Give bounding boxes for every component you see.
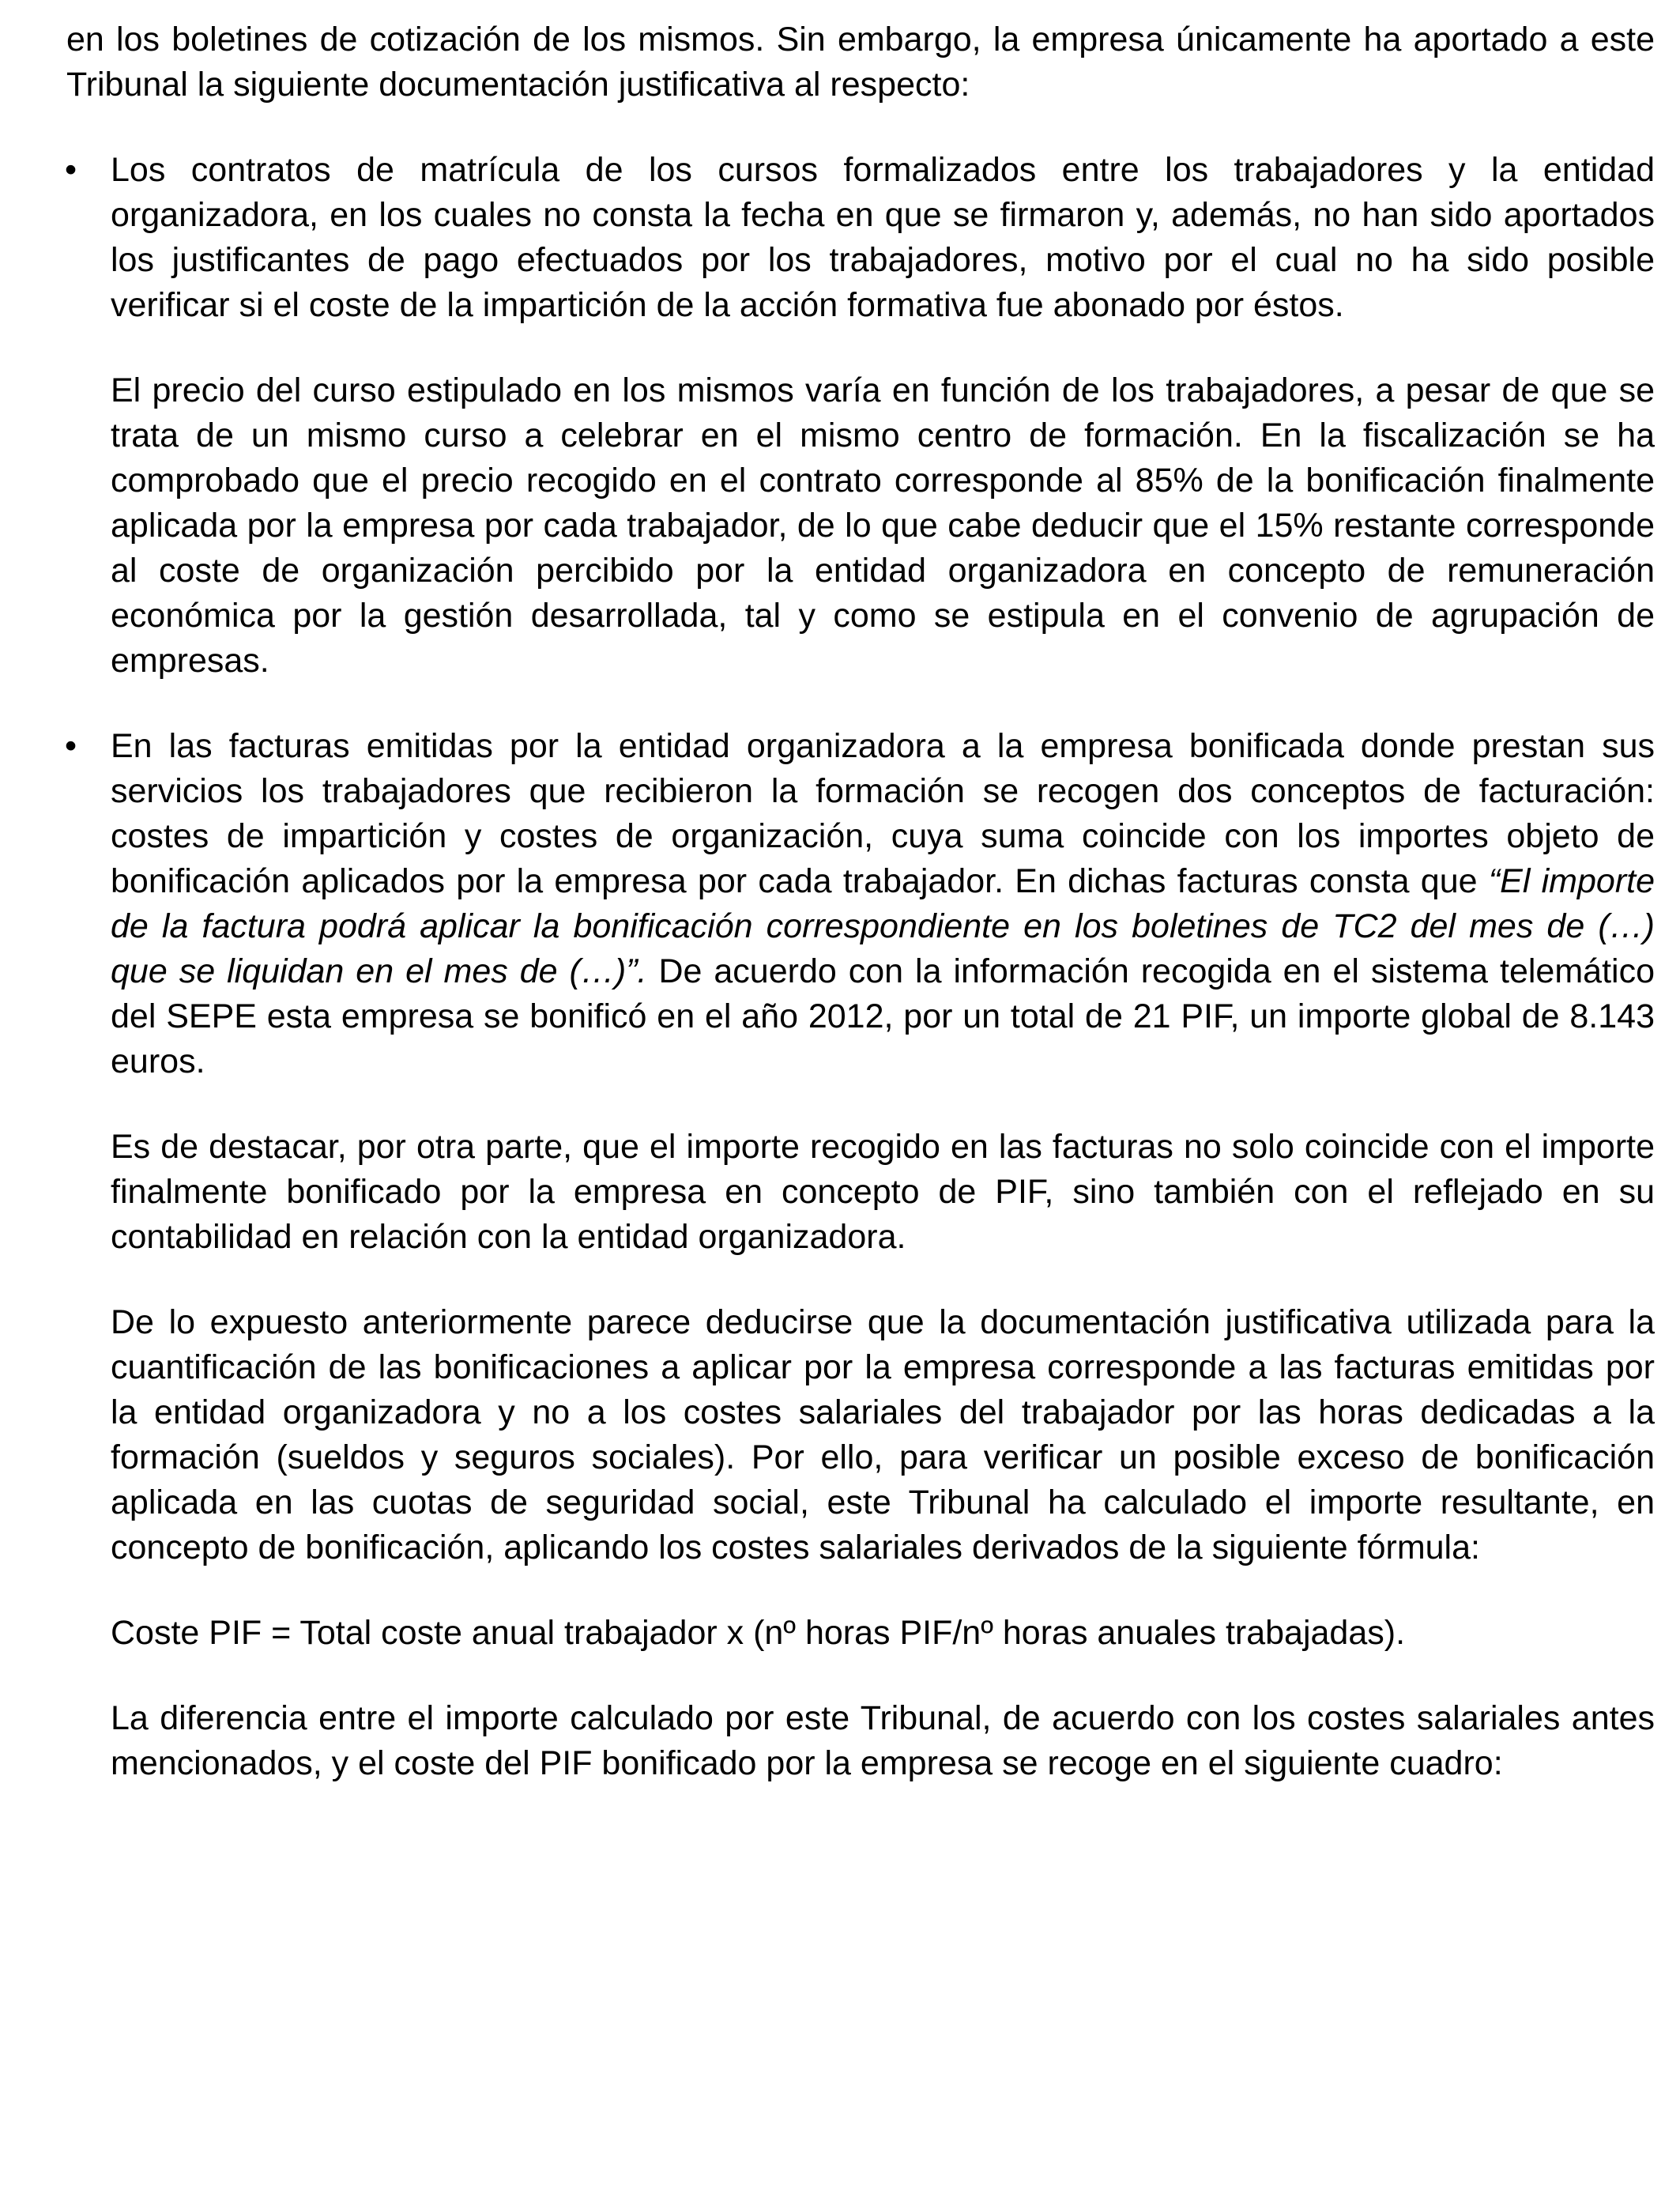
bullet-item-contratos [66, 148, 1655, 684]
facturas-quote: “El importe de la factura podrá aplicar la bonificación correspondiente en los boletines de TC2 del mes de (…) que se liquidan en el mes de (…)”. [111, 862, 1655, 990]
bullet-facturas-text [111, 724, 1655, 1084]
bullet-item-facturas [66, 724, 1655, 1084]
formula-line: Coste PIF = Total coste anual trabajador x (nº horas PIF/nº horas anuales trabajadas). [111, 1614, 1406, 1652]
intro-paragraph: en los boletines de cotización de los mismos. Sin embargo, la empresa únicamente ha aportado a este Tribunal la siguiente documentación justificativa al respecto: [66, 21, 1655, 104]
paragraph-diferencia: La diferencia entre el importe calculado por este Tribunal, de acuerdo con los costes salariales antes mencionados, y el coste del PIF bonificado por la empresa se recoge en el siguiente cuadro: [111, 1699, 1655, 1782]
bullet-contratos-text: • Los contratos de matrícula de los cursos formalizados entre los trabajadores y la entidad organizadora, en los cuales no consta la fecha en que se firmaron y, además, no han sido aportados los justificantes de pago efectuados por los trabajadores, motivo por el cual no ha sido posible verificar si el coste de la impartición de la acción formativa fue abonado por éstos. [111, 151, 1655, 324]
paragraph-expuesto: De lo expuesto anteriormente parece deducirse que la documentación justificativa utilizada para la cuantificación de las bonificaciones a aplicar por la empresa corresponde a las facturas emitidas por la entidad organizadora y no a los costes salariales del trabajador por las horas dedicadas a la formación (sueldos y seguros sociales). Por ello, para verificar un posible exceso de bonificación aplicada en las cuotas de seguridad social, este Tribunal ha calculado el importe resultante, en concepto de bonificación, aplicando los costes salariales derivados de la siguiente fórmula: [111, 1303, 1655, 1566]
bullet-contratos-subparagraph: El precio del curso estipulado en los mismos varía en función de los trabajadores, a pesar de que se trata de un mismo curso a celebrar en el mismo centro de formación. En la fiscalización se ha comprobado que el precio recogido en el contrato corresponde al 85% de la bonificación finalmente aplicada por la empresa por cada trabajador, de lo que cabe deducir que el 15% restante corresponde al coste de organización percibido por la entidad organizadora en concepto de remuneración económica por la gestión desarrollada, tal y como se estipula en el convenio de agrupación de empresas. [111, 371, 1655, 680]
document-page [66, 17, 1655, 1826]
facturas-text-after: De acuerdo con la información recogida en el sistema telemático del SEPE esta empresa se bonificó en el año 2012, por un total de 21 PIF, un importe global de 8.143 euros. [111, 952, 1655, 1080]
bullet-list [66, 148, 1655, 1084]
paragraph-destacar: Es de destacar, por otra parte, que el importe recogido en las facturas no solo coincide con el importe finalmente bonificado por la empresa en concepto de PIF, sino también con el reflejado en su contabilidad en relación con la entidad organizadora. [111, 1128, 1655, 1256]
facturas-text-before: En las facturas emitidas por la entidad organizadora a la empresa bonificada donde prestan sus servicios los trabajadores que recibieron la formación se recogen dos conceptos de facturación: costes de impartición y costes de organización, cuya suma coincide con los importes objeto de bonificación aplicados por la empresa por cada trabajador. En dichas facturas consta que [111, 727, 1655, 900]
